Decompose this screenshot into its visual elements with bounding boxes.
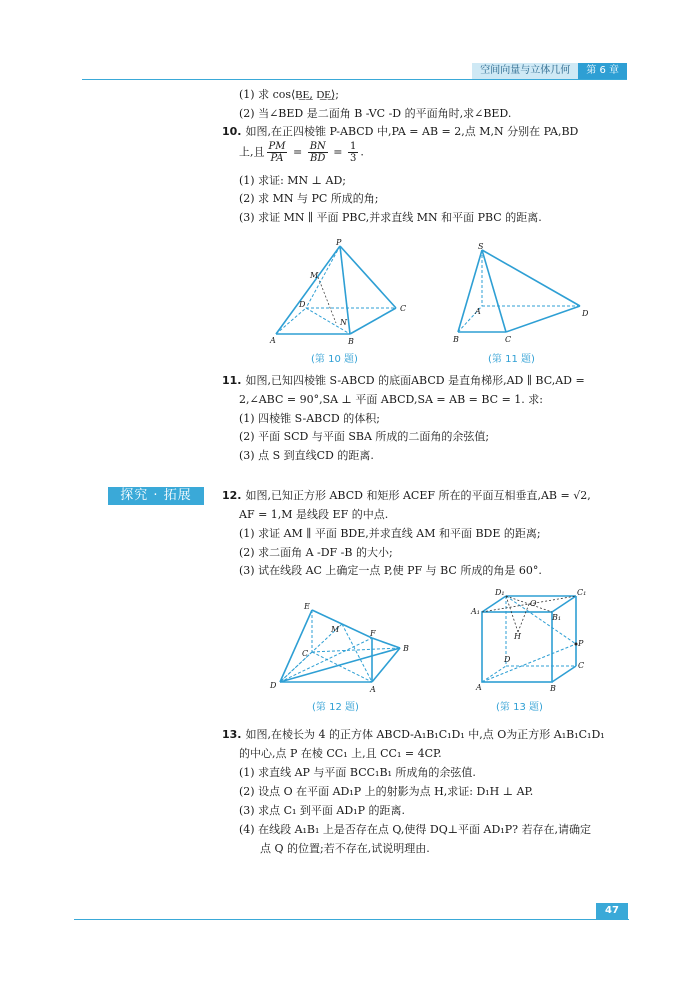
fraction-bn-bd: $\frac{BN}{BD}$ <box>309 141 326 164</box>
edge-pa <box>276 246 340 334</box>
footer-rule <box>74 919 629 920</box>
q9-part-1: (1) 求 cos⟨B͟E͟, D͟E͟⟩; <box>239 88 340 101</box>
edge-bc <box>350 308 396 334</box>
label-m: M <box>331 625 340 634</box>
figure-13-caption: (第 13 题) <box>496 702 543 713</box>
q13-part-3: (3) 求点 C₁ 到平面 AD₁P 的距离. <box>239 804 405 817</box>
q12-part-3: (3) 试在线段 AC 上确定一点 P,使 PF 与 BC 所成的角是 60°. <box>239 564 542 577</box>
q13-part-2: (2) 设点 O 在平面 AD₁P 上的射影为点 H,求证: D₁H ⊥ AP. <box>239 785 534 798</box>
label-b: B <box>453 335 459 344</box>
q11-part-2: (2) 平面 SCD 与平面 SBA 所成的二面角的余弦值; <box>239 430 490 443</box>
label-a: A <box>270 336 276 345</box>
label-p: P <box>336 238 342 247</box>
label-c1: C₁ <box>577 588 587 597</box>
figure-12-solid <box>264 598 424 694</box>
fraction-pm-pa: $\frac{PM}{PA}$ <box>268 141 286 164</box>
label-b: B <box>550 684 556 693</box>
header-chapter: 第 6 章 <box>578 63 627 79</box>
q13-part-4-continued: 点 Q 的位置;若不存在,试说明理由. <box>260 842 430 855</box>
q11-part-3: (3) 点 S 到直线CD 的距离. <box>239 449 374 462</box>
label-a: A <box>370 685 376 694</box>
label-c: C <box>302 649 309 658</box>
chapter-header <box>472 63 627 79</box>
q10-line-2: 上,且 $\frac{PM}{PA}$ = $\frac{BN}{BD}$ = $\frac{1}{3}$ . <box>239 141 364 164</box>
label-e: E <box>304 602 310 611</box>
edge-pc <box>340 246 396 308</box>
label-o: O <box>530 599 537 608</box>
fraction-one-third: $\frac{1}{3}$ <box>350 141 357 164</box>
q12-line-2: AF = 1,M 是线段 EF 的中点. <box>239 508 389 521</box>
label-a1: A₁ <box>471 607 480 616</box>
label-d: D <box>504 655 511 664</box>
label-b: B <box>403 644 409 653</box>
q12-part-1: (1) 求证 AM ∥ 平面 BDE,并求直线 AM 和平面 BDE 的距离; <box>239 527 541 540</box>
figure-11-pyramid <box>448 240 598 348</box>
q13-line-1: 13. 如图,在棱长为 4 的正方体 ABCD-A₁B₁C₁D₁ 中,点 O为正方形 A₁B₁C₁D₁ <box>222 728 605 741</box>
q12-part-2: (2) 求二面角 A -DF -B 的大小; <box>239 546 393 559</box>
page-number: 47 <box>596 903 628 919</box>
label-d: D <box>582 309 589 318</box>
q11-line-1: 11. 如图,已知四棱锥 S-ABCD 的底面ABCD 是直角梯形,AD ∥ BC,AD = <box>222 374 585 387</box>
q9-part-2: (2) 当∠BED 是二面角 B -VC -D 的平面角时,求∠BED. <box>239 107 512 120</box>
figure-10-caption: (第 10 题) <box>311 354 358 365</box>
explore-extend-tag: 探究 · 拓展 <box>108 487 204 505</box>
q10-part-3: (3) 求证 MN ∥ 平面 PBC,并求直线 MN 和平面 PBC 的距离. <box>239 211 542 224</box>
q12-line-1: 12. 如图,已知正方形 ABCD 和矩形 ACEF 所在的平面互相垂直,AB = √2, <box>222 489 591 502</box>
q11-part-1: (1) 四棱锥 S-ABCD 的体积; <box>239 412 380 425</box>
figure-12-caption: (第 12 题) <box>312 702 359 713</box>
header-rule <box>82 79 627 80</box>
label-d: D <box>299 300 306 309</box>
label-c: C <box>505 335 512 344</box>
figure-11-caption: (第 11 题) <box>488 354 535 365</box>
label-a: A <box>476 683 482 692</box>
label-b1: B₁ <box>552 613 562 622</box>
label-f: F <box>370 629 376 638</box>
label-s: S <box>478 242 484 251</box>
q13-part-4: (4) 在线段 A₁B₁ 上是否存在点 Q,使得 DQ⊥平面 AD₁P? 若存在,请确定 <box>239 823 592 836</box>
q10-number: 10. <box>222 125 242 138</box>
label-b: B <box>348 337 354 346</box>
label-n: N <box>340 318 347 327</box>
label-d1: D₁ <box>495 588 505 597</box>
label-d: D <box>270 681 277 690</box>
q13-line-2: 的中心,点 P 在棱 CC₁ 上,且 CC₁ = 4CP. <box>239 747 442 760</box>
q13-part-1: (1) 求直线 AP 与平面 BCC₁B₁ 所成角的余弦值. <box>239 766 476 779</box>
q10-part-1: (1) 求证: MN ⊥ AD; <box>239 174 346 187</box>
q10-part-2: (2) 求 MN 与 PC 所成的角; <box>239 192 379 205</box>
q10-line-1: 10. 如图,在正四棱锥 P-ABCD 中,PA = AB = 2,点 M,N 分别在 PA,BD <box>222 125 579 138</box>
q11-line-2: 2,∠ABC = 90°,SA ⊥ 平面 ABCD,SA = AB = BC = 1. 求: <box>239 393 543 406</box>
figure-13-cube <box>468 586 588 694</box>
label-h: H <box>514 632 521 641</box>
label-c: C <box>400 304 407 313</box>
label-p: P <box>578 639 584 648</box>
header-subject: 空间向量与立体几何 <box>472 63 578 79</box>
label-a: A <box>475 307 481 316</box>
label-m: M <box>310 271 319 280</box>
label-c: C <box>578 661 585 670</box>
figure-10-pyramid <box>262 238 422 348</box>
